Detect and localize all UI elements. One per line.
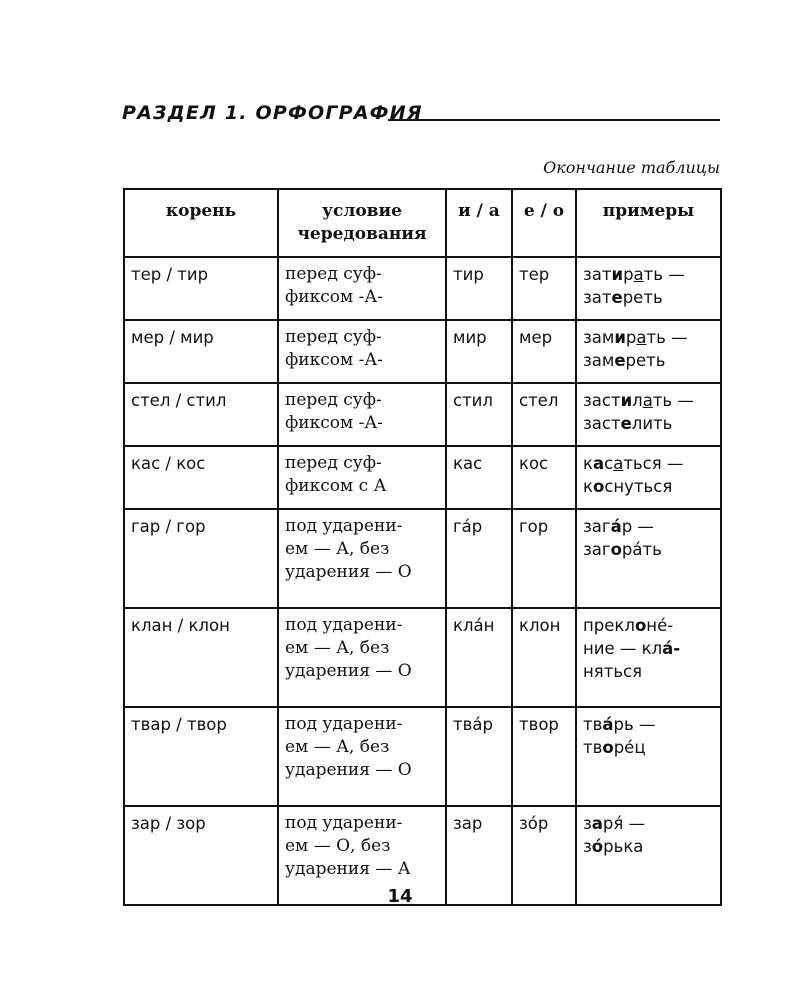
e-o-cell: клон — [512, 608, 576, 707]
i-a-cell: зар — [446, 806, 512, 905]
table-row — [124, 608, 721, 707]
example-text: заст — [583, 391, 621, 410]
example-text: зат — [583, 288, 612, 307]
condition-line: ударения — О — [285, 562, 412, 582]
example-cell — [576, 257, 721, 320]
example-text: зам — [583, 328, 615, 347]
example-highlight-vowel: а — [591, 814, 603, 833]
condition-line: фиксом -А- — [285, 413, 384, 433]
condition-cell — [278, 608, 446, 707]
section-title: РАЗДЕЛ 1. ОРФОГРАФИЯ — [122, 102, 423, 124]
e-o-cell: твор — [512, 707, 576, 806]
i-a-cell: тва́р — [446, 707, 512, 806]
column-header-condition-line: условие — [322, 201, 402, 221]
e-o-cell: мер — [512, 320, 576, 383]
page-number: 14 — [387, 886, 413, 907]
table-caption: Окончание таблицы — [543, 158, 720, 177]
example-highlight-vowel: о — [602, 738, 614, 757]
example-cell — [576, 608, 721, 707]
column-header-root: корень — [124, 189, 278, 257]
condition-line: ем — А, без — [285, 638, 390, 658]
condition-line: под ударени- — [285, 615, 403, 635]
column-header-condition-line: чередования — [297, 224, 427, 244]
condition-cell — [278, 707, 446, 806]
root-cell: стел / стил — [124, 383, 278, 446]
example-text: заст — [583, 414, 621, 433]
table-row — [124, 320, 721, 383]
condition-line: фиксом с А — [285, 476, 387, 496]
example-text: няться — [583, 662, 643, 681]
example-text: тв — [583, 738, 603, 757]
condition-line: ударения — А — [285, 859, 411, 879]
column-header-i-a: и / а — [446, 189, 512, 257]
condition-line: ем — А, без — [285, 737, 390, 757]
column-header-e-o: е / о — [512, 189, 576, 257]
table-row — [124, 257, 721, 320]
example-text: реть — [625, 351, 666, 370]
example-text: заг — [583, 517, 611, 536]
table-row — [124, 383, 721, 446]
example-text: заг — [583, 540, 611, 559]
root-cell: твар / твор — [124, 707, 278, 806]
i-a-cell: мир — [446, 320, 512, 383]
e-o-cell: тер — [512, 257, 576, 320]
page-header — [122, 100, 720, 130]
example-text: зам — [583, 351, 615, 370]
example-cell — [576, 446, 721, 509]
example-text: прекл — [583, 616, 635, 635]
example-text: ть — — [643, 265, 685, 284]
alternation-table — [123, 188, 722, 906]
example-highlight-vowel: е — [614, 351, 626, 370]
condition-line: перед суф- — [285, 327, 382, 347]
example-highlight-vowel: о — [610, 540, 622, 559]
example-text: снуться — [604, 477, 673, 496]
condition-line: фиксом -А- — [285, 350, 384, 370]
table-header-row — [124, 189, 721, 257]
root-cell: кас / кос — [124, 446, 278, 509]
header-rule — [388, 119, 720, 121]
root-cell: зар / зор — [124, 806, 278, 905]
example-text: рь — — [613, 715, 656, 734]
example-suffix-vowel: а — [613, 454, 624, 473]
example-text: зат — [583, 265, 612, 284]
i-a-cell: стил — [446, 383, 512, 446]
example-text: р — [625, 328, 637, 347]
example-text: ра́ть — [621, 540, 662, 559]
condition-line: ударения — О — [285, 760, 412, 780]
table-row — [124, 707, 721, 806]
example-highlight-vowel: о — [592, 477, 605, 496]
example-highlight-vowel: о — [634, 616, 647, 635]
condition-line: под ударени- — [285, 714, 403, 734]
example-text: р — [623, 265, 634, 284]
example-highlight-vowel: а́ — [610, 517, 622, 536]
column-header-examples: примеры — [576, 189, 721, 257]
example-suffix-vowel: а — [633, 265, 644, 284]
e-o-cell: гор — [512, 509, 576, 608]
example-text: з — [583, 837, 592, 856]
table-row — [124, 509, 721, 608]
example-highlight-vowel: и — [614, 328, 626, 347]
e-o-cell: зо́р — [512, 806, 576, 905]
example-text: ть — — [652, 391, 694, 410]
example-text: реть — [622, 288, 663, 307]
condition-line: фиксом -А- — [285, 287, 384, 307]
example-text: к — [583, 477, 593, 496]
example-highlight-vowel: и — [611, 265, 624, 284]
example-text: не́- — [646, 616, 674, 635]
condition-cell — [278, 383, 446, 446]
example-cell — [576, 320, 721, 383]
condition-cell — [278, 320, 446, 383]
root-cell: тер / тир — [124, 257, 278, 320]
table-row — [124, 446, 721, 509]
condition-line: под ударени- — [285, 813, 403, 833]
example-cell — [576, 707, 721, 806]
example-text: лить — [631, 414, 673, 433]
example-highlight-vowel: и — [620, 391, 633, 410]
example-text: р — — [621, 517, 654, 536]
condition-line: перед суф- — [285, 264, 382, 284]
root-cell: мер / мир — [124, 320, 278, 383]
example-highlight-vowel: е — [620, 414, 632, 433]
condition-cell — [278, 257, 446, 320]
condition-cell — [278, 446, 446, 509]
root-cell: клан / клон — [124, 608, 278, 707]
e-o-cell: кос — [512, 446, 576, 509]
condition-line: под ударени- — [285, 516, 403, 536]
root-cell: гар / гор — [124, 509, 278, 608]
example-text: с — [604, 454, 614, 473]
i-a-cell: кла́н — [446, 608, 512, 707]
example-text: з — [583, 814, 592, 833]
condition-line: перед суф- — [285, 390, 382, 410]
example-suffix-vowel: а — [636, 328, 647, 347]
condition-line: ем — А, без — [285, 539, 390, 559]
example-text: тв — [583, 715, 603, 734]
i-a-cell: га́р — [446, 509, 512, 608]
condition-line: ударения — О — [285, 661, 412, 681]
i-a-cell: тир — [446, 257, 512, 320]
column-header-condition — [278, 189, 446, 257]
condition-line: ем — О, без — [285, 836, 391, 856]
example-text: ть — — [646, 328, 688, 347]
example-highlight-vowel: а́- — [662, 639, 681, 658]
example-cell — [576, 383, 721, 446]
example-highlight-vowel: а́ — [602, 715, 614, 734]
example-highlight-vowel: е — [611, 288, 623, 307]
example-text: л — [632, 391, 643, 410]
e-o-cell: стел — [512, 383, 576, 446]
example-text: ре́ц — [613, 738, 646, 757]
example-text: ться — — [623, 454, 684, 473]
example-cell — [576, 509, 721, 608]
example-text: к — [583, 454, 593, 473]
condition-line: перед суф- — [285, 453, 382, 473]
example-highlight-vowel: а — [592, 454, 605, 473]
example-highlight-vowel: о́ — [591, 837, 604, 856]
condition-cell — [278, 509, 446, 608]
example-text: ние — кл — [583, 639, 663, 658]
i-a-cell: кас — [446, 446, 512, 509]
example-suffix-vowel: а — [642, 391, 653, 410]
example-text: ря́ — — [602, 814, 646, 833]
example-text: рька — [603, 837, 644, 856]
